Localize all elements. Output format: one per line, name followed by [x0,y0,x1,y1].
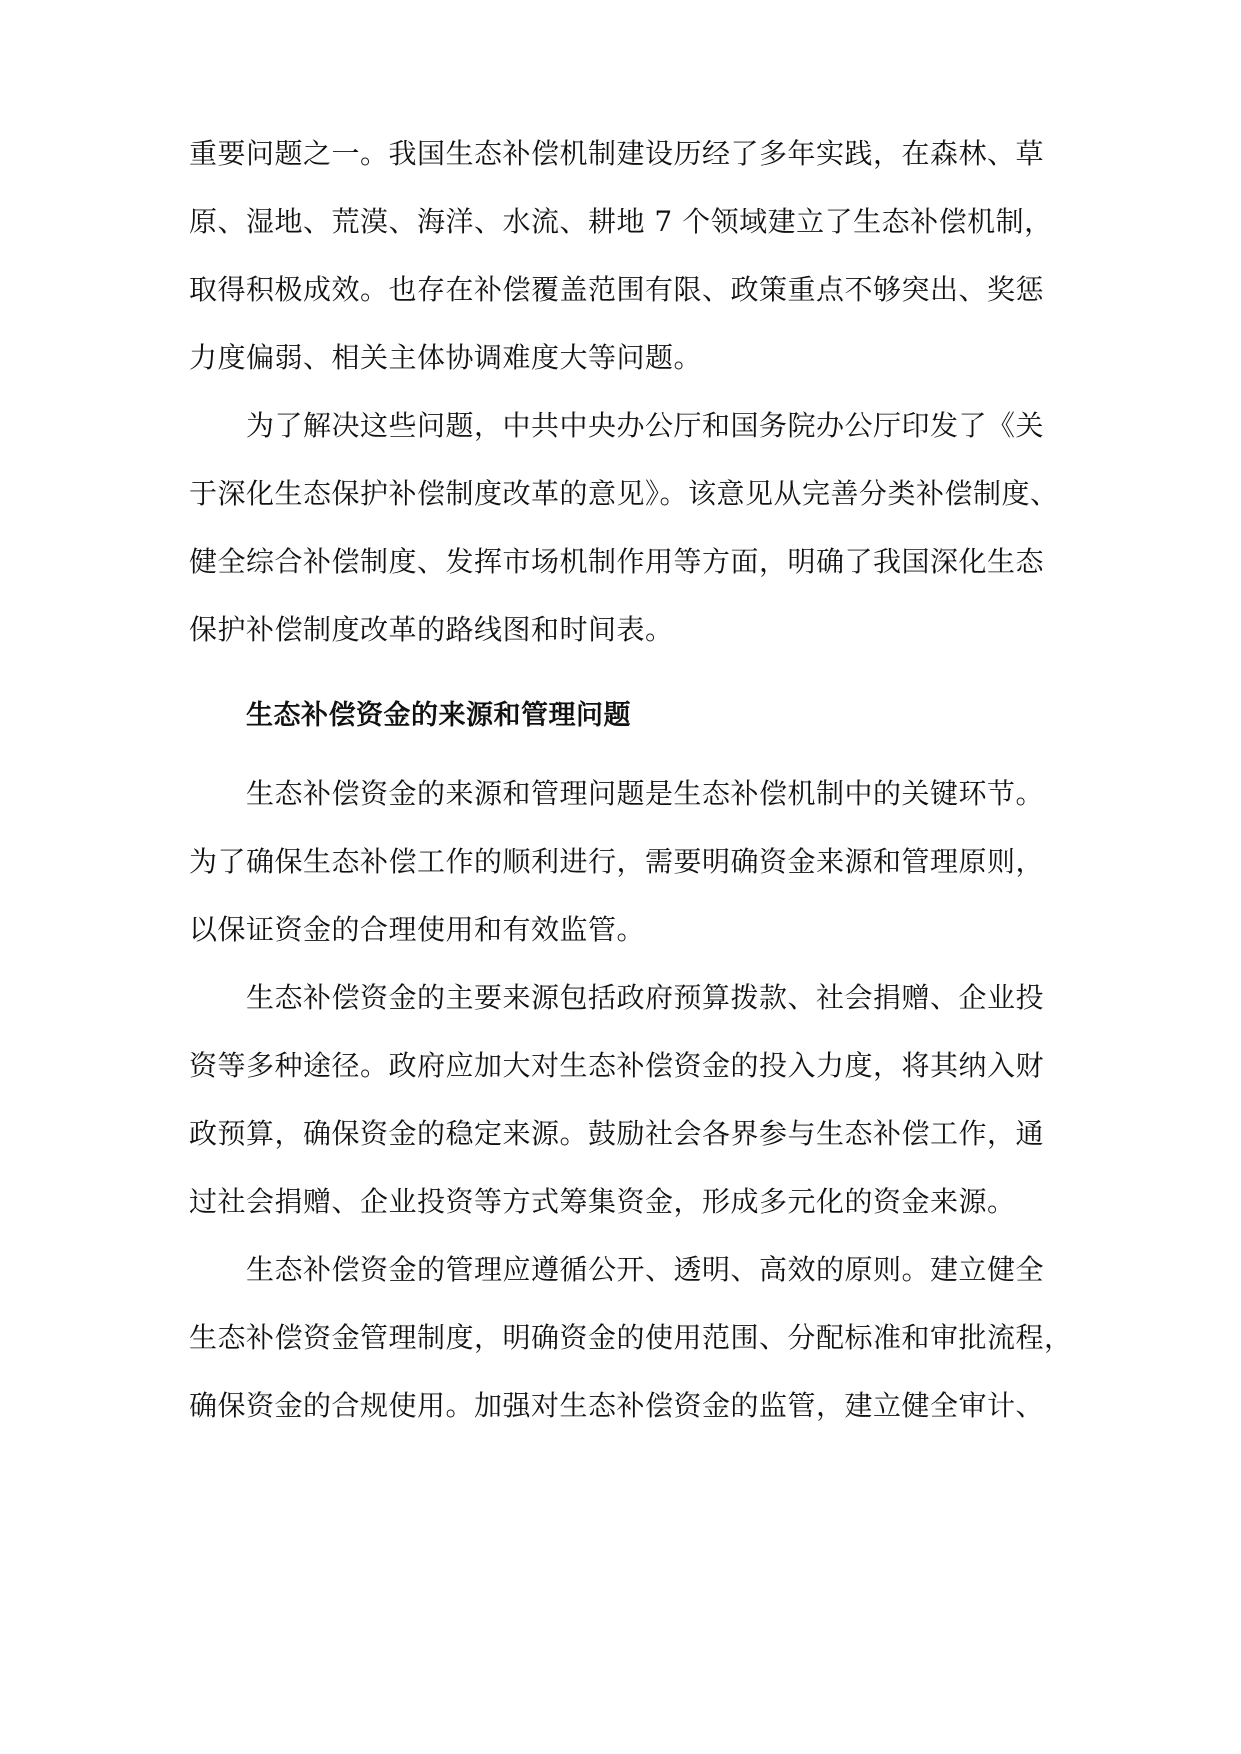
section-paragraph-1-line-3: 以保证资金的合理使用和有效监管。 [189,913,646,946]
section-paragraph-3-line-3: 确保资金的合规使用。加强对生态补偿资金的监管，建立健全审计、 [189,1389,1045,1422]
section-paragraph-1-line-2: 为了确保生态补偿工作的顺利进行，需要明确资金来源和管理原则， [189,845,1045,878]
section-paragraph-1-line-1: 生态补偿资金的来源和管理问题是生态补偿机制中的关键环节。 [246,777,1045,810]
paragraph-1-line-3: 取得积极成效。也存在补偿覆盖范围有限、政策重点不够突出、奖惩 [189,273,1045,306]
paragraph-1-line-4: 力度偏弱、相关主体协调难度大等问题。 [189,341,703,374]
section-paragraph-3-line-2: 生态补偿资金管理制度，明确资金的使用范围、分配标准和审批流程， [189,1321,1073,1354]
section-heading: 生态补偿资金的来源和管理问题 [246,700,631,731]
paragraph-2-line-2: 于深化生态保护补偿制度改革的意见》。该意见从完善分类补偿制度、 [189,477,1059,510]
section-paragraph-2-line-4: 过社会捐赠、企业投资等方式筹集资金，形成多元化的资金来源。 [189,1185,1016,1218]
paragraph-1-line-1: 重要问题之一。我国生态补偿机制建设历经了多年实践，在森林、草 [189,137,1045,170]
paragraph-2-line-4: 保护补偿制度改革的路线图和时间表。 [189,613,674,646]
paragraph-2-line-1: 为了解决这些问题，中共中央办公厅和国务院办公厅印发了《关 [246,409,1045,442]
section-paragraph-3-line-1: 生态补偿资金的管理应遵循公开、透明、高效的原则。建立健全 [246,1253,1045,1286]
paragraph-1-line-2: 原、湿地、荒漠、海洋、水流、耕地 7 个领域建立了生态补偿机制， [189,205,1053,238]
section-paragraph-2-line-3: 政预算，确保资金的稳定来源。鼓励社会各界参与生态补偿工作，通 [189,1117,1045,1150]
paragraph-2-line-3: 健全综合补偿制度、发挥市场机制作用等方面，明确了我国深化生态 [189,545,1045,578]
section-paragraph-2-line-2: 资等多种途径。政府应加大对生态补偿资金的投入力度，将其纳入财 [189,1049,1045,1082]
section-paragraph-2-line-1: 生态补偿资金的主要来源包括政府预算拨款、社会捐赠、企业投 [246,981,1045,1014]
